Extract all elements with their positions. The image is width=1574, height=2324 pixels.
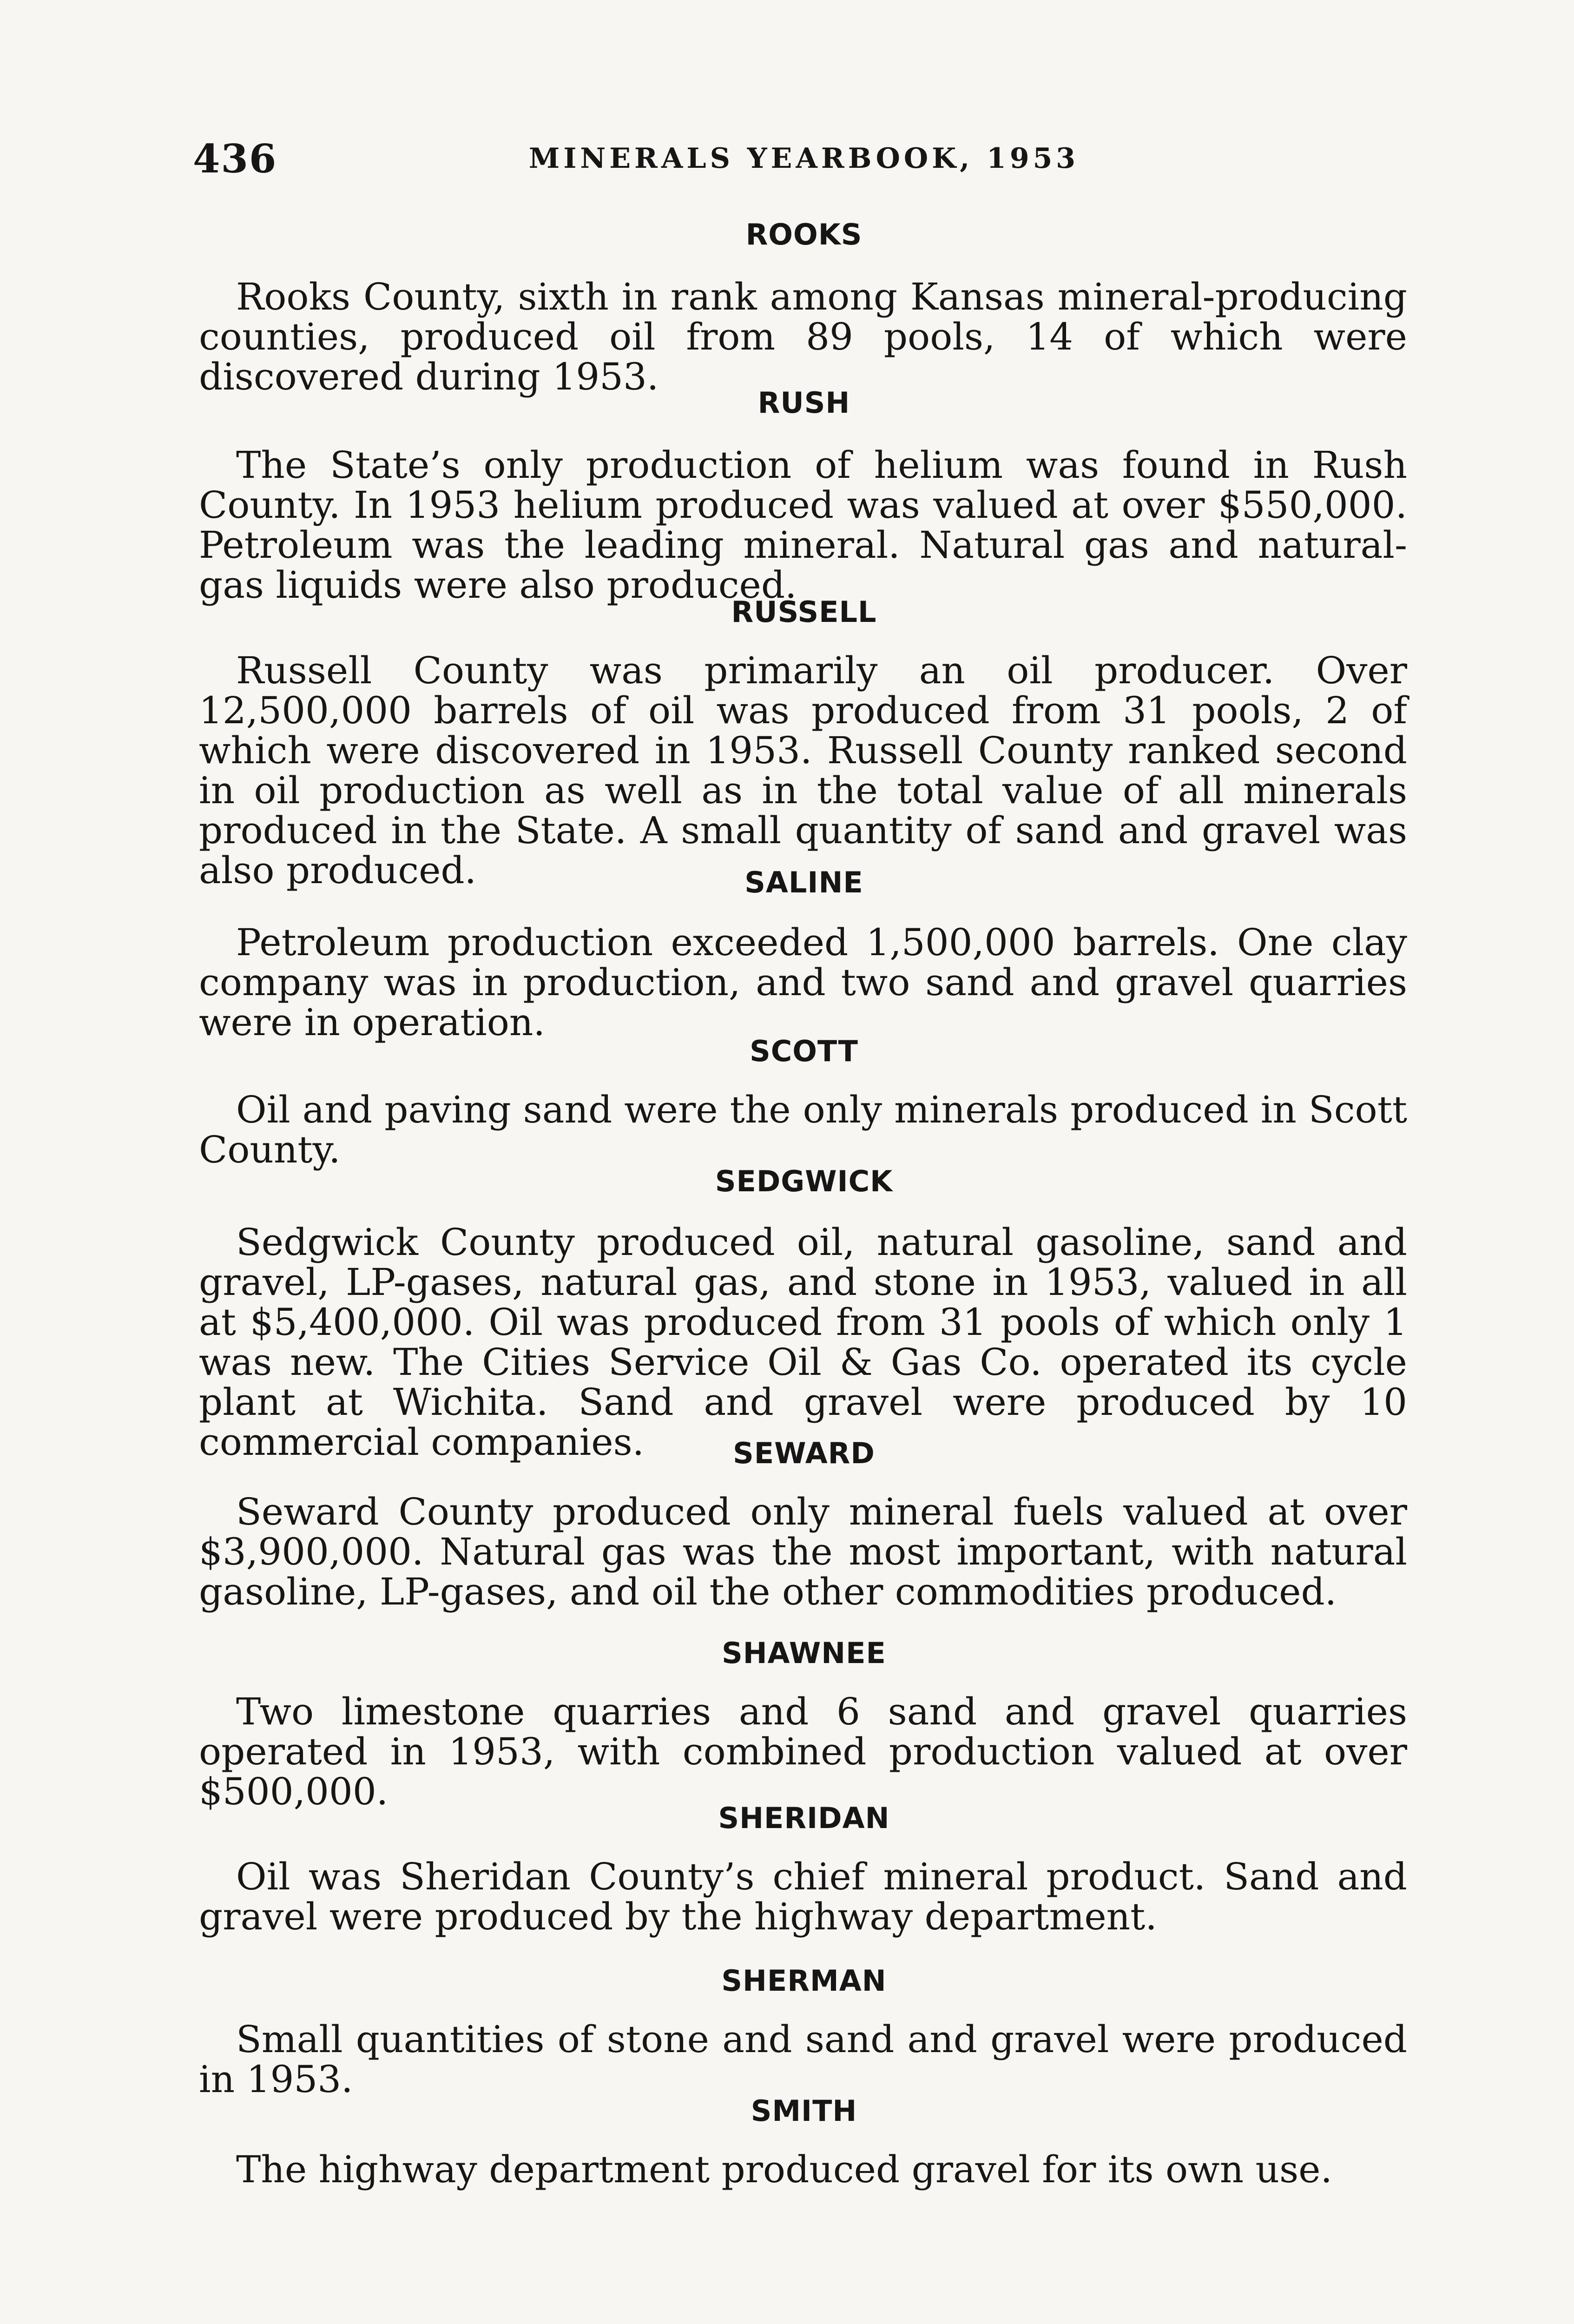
section-text-smith: The highway department produced gravel for its own use. (236, 2148, 1332, 2191)
section-heading-scott: SCOTT (750, 1034, 858, 1068)
section-text-seward: Seward County produced only mineral fuels valued at over $3,900,000. Natural gas was the most important, with natural gasoline, LP-gases, and oil the other commodities produced. (199, 1490, 1407, 1613)
section-heading-seward: SEWARD (733, 1436, 875, 1470)
section-text-sheridan: Oil was Sheridan County’s chief mineral product. Sand and gravel were produced by the highway department. (199, 1855, 1407, 1938)
section-text-sedgwick: Sedgwick County produced oil, natural gasoline, sand and gravel, LP-gases, natural gas, and stone in 1953, valued in all at $5,400,000. Oil was produced from 31 pools of which only 1 was new. The Cities Service Oil & Gas Co. operated its cycle plant at Wichita. Sand and gravel were produced by 10 commercial companies. (199, 1221, 1407, 1464)
section-text-russell: Russell County was primarily an oil producer. Over 12,500,000 barrels of oil was produced from 31 pools, 2 of which were discovered in 1953. Russell County ranked second in oil production as well as in the total value of all minerals produced in the State. A small quantity of sand and gravel was also produced. (199, 649, 1407, 892)
section-heading-sedgwick: SEDGWICK (715, 1164, 893, 1198)
section-text-shawnee: Two limestone quarries and 6 sand and gravel quarries operated in 1953, with combined production valued at over $500,000. (199, 1690, 1407, 1813)
section-heading-rush: RUSH (757, 386, 850, 420)
running-title: MINERALS YEARBOOK, 1953 (528, 142, 1080, 175)
section-text-rooks: Rooks County, sixth in rank among Kansas mineral-producing counties, produced oil from 89 pools, 14 of which were discovered during 1953. (199, 275, 1407, 398)
page-number: 436 (193, 136, 277, 182)
section-text-rush: The State’s only production of helium was found in Rush County. In 1953 helium produced was valued at over $550,000. Petroleum was the leading mineral. Natural gas and natural-gas liquids were also produced. (199, 443, 1407, 607)
section-heading-sherman: SHERMAN (721, 1964, 887, 1998)
section-heading-sheridan: SHERIDAN (718, 1801, 890, 1835)
section-heading-smith: SMITH (751, 2094, 857, 2128)
section-heading-rooks: ROOKS (745, 218, 863, 251)
section-text-saline: Petroleum production exceeded 1,500,000 barrels. One clay company was in production, and two sand and gravel quarries were in operation. (199, 921, 1407, 1044)
section-text-scott: Oil and paving sand were the only minerals produced in Scott County. (199, 1088, 1407, 1171)
section-heading-russell: RUSSELL (731, 595, 877, 629)
section-text-sherman: Small quantities of stone and sand and gravel were produced in 1953. (199, 2018, 1407, 2101)
running-head (193, 136, 1415, 187)
section-heading-shawnee: SHAWNEE (722, 1636, 886, 1670)
section-heading-saline: SALINE (744, 865, 863, 899)
